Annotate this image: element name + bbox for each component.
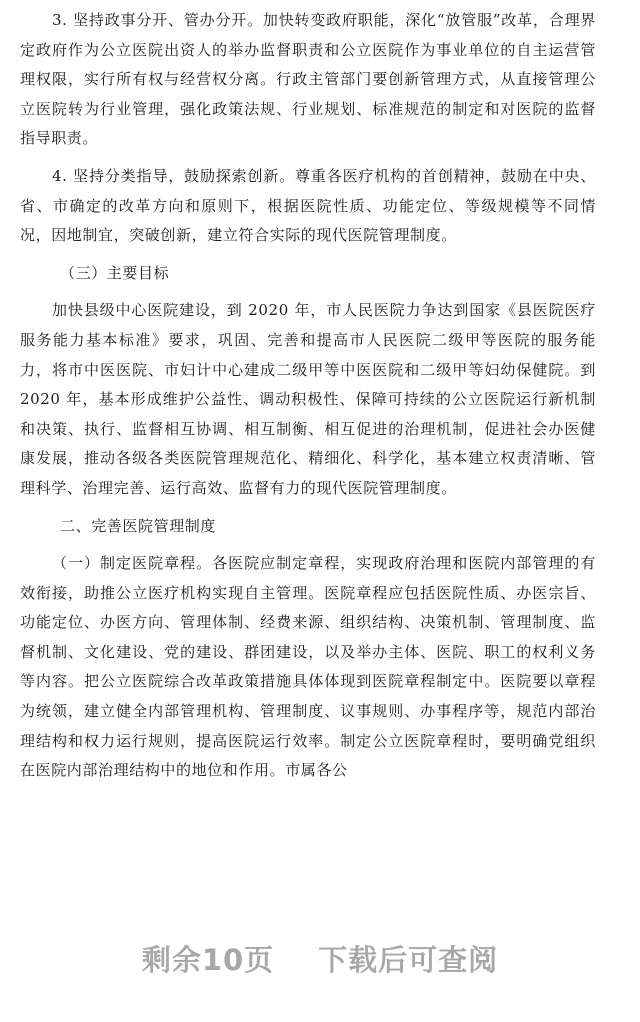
section-heading-main-goals: （三）主要目标	[60, 263, 170, 282]
download-to-view-label: 下载后可查阅	[318, 943, 499, 977]
paragraph-principle-3: 3. 坚持政事分开、管办分开。加快转变政府职能，深化“放管服”改革，合理界定政府作为公立医院出资人的举办监督职责和公立医院作为事业单位的自主运营管理权限，实行所有权与经营权分离。行政主管部门要创新管理方式，从直接管理公立医院转为行业管理，强化政策法规、行业规划、标准规范的制定和对医院的监督指导职责。	[20, 11, 596, 148]
download-prompt-banner[interactable]	[0, 938, 640, 979]
document-body	[20, 6, 596, 786]
paragraph-main-goals: 加快县级中心医院建设，到 2020 年，市人民医院力争达到国家《县医院医疗服务能力基本标准》要求，巩固、完善和提高市人民医院二级甲等医院的服务能力，将市中医医院、市妇计中心建成二级甲等中医医院和二级甲等妇幼保健院。到 2020 年，基本形成维护公益性、调动积极性、保障可持续的公立医院运行新机制和决策、执行、监督相互协调、相互制衡、相互促进的治理机制，促进社会办医健康发展，推动各级各类医院管理规范化、精细化、科学化，基本建立权责清晰、管理科学、治理完善、运行高效、监督有力的现代医院管理制度。	[20, 301, 596, 497]
section-heading-improve-system: 二、完善医院管理制度	[60, 516, 217, 535]
paragraph-hospital-charter: （一）制定医院章程。各医院应制定章程，实现政府治理和医院内部管理的有效衔接，助推公立医疗机构实现自主管理。医院章程应包括医院性质、办医宗旨、功能定位、办医方向、管理体制、经费来源、组织结构、决策机制、管理制度、监督机制、文化建设、党的建设、群团建设，以及举办主体、医院、职工的权利义务等内容。把公立医院综合改革政策措施具体体现到医院章程制定中。医院要以章程为统领，建立健全内部管理机构、管理制度、议事规则、办事程序等，规范内部治理结构和权力运行规则，提高医院运行效率。制定公立医院章程时，要明确党组织在医院内部治理结构中的地位和作用。市属各公	[20, 554, 596, 780]
remaining-pages-label: 剩余10页	[141, 943, 275, 977]
paragraph-principle-4: 4. 坚持分类指导，鼓励探索创新。尊重各医疗机构的首创精神，鼓励在中央、省、市确定的改革方向和原则下，根据医院性质、功能定位、等级规模等不同情况，因地制宜，突破创新，建立符合实际的现代医院管理制度。	[20, 166, 596, 245]
